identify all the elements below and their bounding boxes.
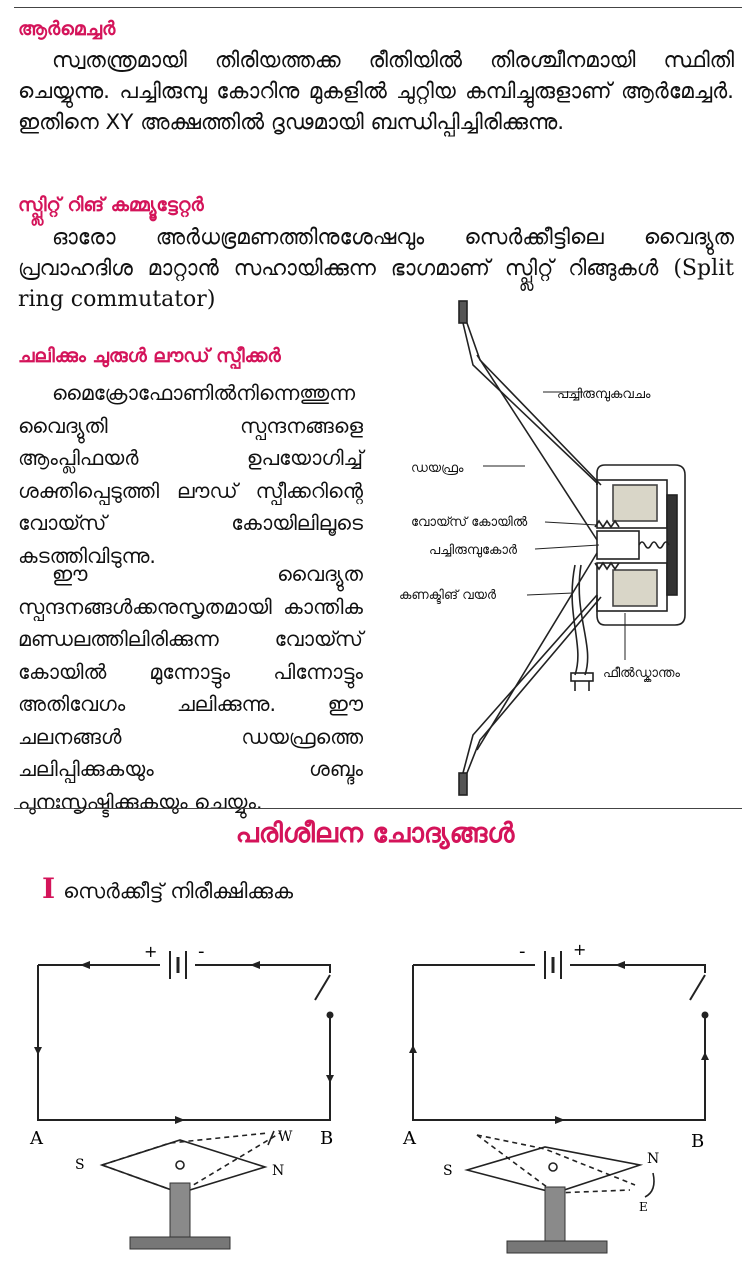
- voice-coil-bottom: [595, 563, 619, 569]
- switch-lever: [690, 975, 705, 1000]
- soft-iron-core: [597, 531, 639, 559]
- top-mount: [459, 301, 467, 323]
- diaphragm-upper: [477, 355, 597, 540]
- left-plus: +: [144, 942, 158, 961]
- compass-base: [507, 1241, 607, 1253]
- deflection-arrow: [645, 1173, 654, 1197]
- compass-needle: [467, 1147, 640, 1193]
- label-field-magnet: ഫീൽഡ്കാന്തം: [603, 666, 680, 681]
- leader-voice-coil: [545, 522, 597, 525]
- compass-stand: [545, 1187, 565, 1243]
- exercises-title: പരിശീലന ചോദ്യങ്ങൾ: [235, 818, 515, 849]
- commutator-heading: സ്പ്ലിറ്റ് റിങ് കമ്മ്യൂട്ടേറ്റർ: [18, 194, 204, 216]
- armature-heading: ആർമെച്ചർ: [18, 18, 116, 40]
- circuit-right: [395, 935, 735, 1270]
- right-label-N: N: [647, 1151, 660, 1167]
- label-connecting-wire: കണക്ടിങ് വയർ: [399, 588, 496, 603]
- left-label-S: S: [75, 1157, 85, 1173]
- terminal-block: [571, 673, 593, 681]
- cone-lower-inner: [467, 597, 601, 773]
- arrow-top-right: [250, 961, 260, 969]
- right-label-A: A: [403, 1128, 416, 1149]
- cone-lower-outer: [463, 595, 597, 773]
- loudspeaker-paragraph-2: ഈ വൈദ്യുത സ്പന്ദനങ്ങൾക്കനുസൃതമായി കാന്തിക മണ്ഡലത്തിലിരിക്കുന്ന വോയ്സ് കോയിൽ മുന്നോട്ടും പിന്നോട്ടും അതിവേഗം ചലിക്കുന്നു. ഈ ചലനങ്ങൾ ഡയഫ്രത്തെ ചലിപ്പിക്കുകയും ശബ്ദം പുനഃസൃഷ്ടിക്കുകയും ചെയ്യും.: [18, 562, 363, 814]
- left-label-N: N: [272, 1163, 285, 1179]
- commutator-english-term: (Split ring commutator): [18, 256, 734, 312]
- arrow-top-left: [80, 961, 90, 969]
- arrow-left-side: [409, 1045, 417, 1053]
- loudspeaker-diagram: [385, 295, 745, 800]
- right-label-S: S: [443, 1163, 453, 1179]
- question-text: സെർക്കീട്ട് നിരീക്ഷിക്കുക: [63, 879, 294, 903]
- loudspeaker-heading: ചലിക്കും ചുരുൾ ലൗഡ് സ്പീക്കർ: [18, 345, 281, 367]
- label-diaphragm: ഡയഫ്രം: [411, 461, 464, 476]
- right-plus: +: [573, 940, 587, 959]
- switch-lever: [315, 975, 330, 1000]
- arrow-bottom: [175, 1116, 185, 1124]
- arrow-bottom: [555, 1116, 565, 1124]
- label-soft-iron-case: പച്ചിരുമ്പുകവചം: [557, 387, 651, 402]
- loudspeaker-paragraph-1: മൈക്രോഫോണിൽനിന്നെത്തുന്ന വൈദ്യുതി സ്പന്ദനങ്ങളെ ആംപ്ലിഫയർ ഉപയോഗിച്ച് ശക്തിപ്പെടുത്തി ലൗഡ് സ്പീക്കറിന്റെ വോയ്സ് കോയിലിലൂടെ കടത്തിവിടുന്നു.: [18, 381, 363, 568]
- compass-pivot: [549, 1163, 557, 1171]
- right-label-B: B: [691, 1131, 705, 1152]
- deflected-needle-bottom: [477, 1135, 630, 1193]
- armature-paragraph: സ്വതന്ത്രമായി തിരിയത്തക്ക രീതിയിൽ തിരശ്ചീനമായി സ്ഥിതി ചെയ്യുന്നു. പച്ചിരുമ്പു കോറിനു മുകളിൽ ചുറ്റിയ കമ്പിച്ചുരുളാണ് ആർമേച്ചർ. ഇതിനെ XY അക്ഷത്തിൽ ദൃഢമായി ബന്ധിപ്പിച്ചിരിക്കുന്നു.: [18, 48, 734, 135]
- switch-contact: [327, 1012, 334, 1019]
- wire-loop: [413, 965, 705, 1120]
- compass-stand: [170, 1183, 190, 1239]
- voice-coil-top: [595, 521, 619, 527]
- compass-base: [130, 1237, 230, 1249]
- magnet-bottom-fill: [613, 570, 657, 606]
- top-rule: [14, 7, 742, 8]
- bottom-mount: [459, 773, 467, 795]
- circuit-left: [20, 935, 360, 1270]
- label-voice-coil: വോയ്സ് കോയിൽ: [411, 515, 528, 530]
- wire-top: [413, 965, 705, 973]
- arrow-right-side: [326, 1075, 334, 1083]
- arrow-top-right: [615, 961, 625, 969]
- section-divider: [14, 808, 742, 809]
- question-number: I: [42, 872, 56, 905]
- commutator-text: ഓരോ അർധഭ്രമണത്തിനുശേഷവും സെർക്കീട്ടിലെ വൈദ്യുത പ്രവാഹദിശ മാറ്റാൻ സഹായിക്കുന്ന ഭാഗമാണ് സ്പ്ലിറ്റ് റിങ്ങുകൾ: [18, 225, 734, 281]
- magnet-top-fill: [613, 485, 657, 521]
- question-1: [42, 872, 293, 905]
- switch-contact: [702, 1012, 709, 1019]
- arrow-left-side: [34, 1047, 42, 1055]
- left-label-A: A: [30, 1128, 43, 1149]
- right-minus: -: [519, 941, 526, 962]
- core-spring: [639, 542, 669, 548]
- right-label-E: E: [639, 1200, 648, 1214]
- leader-core: [535, 545, 599, 549]
- wire-loop: [38, 965, 330, 1120]
- leader-wire: [527, 593, 573, 595]
- left-label-W: W: [278, 1129, 293, 1145]
- wire-top: [38, 965, 330, 973]
- left-label-B: B: [320, 1128, 334, 1149]
- compass-pivot: [176, 1161, 184, 1169]
- cone-upper-inner: [467, 323, 601, 485]
- left-minus: -: [198, 941, 205, 962]
- arrow-right-side: [701, 1052, 709, 1060]
- label-soft-iron-core: പച്ചിരുമ്പുകോർ: [429, 543, 518, 558]
